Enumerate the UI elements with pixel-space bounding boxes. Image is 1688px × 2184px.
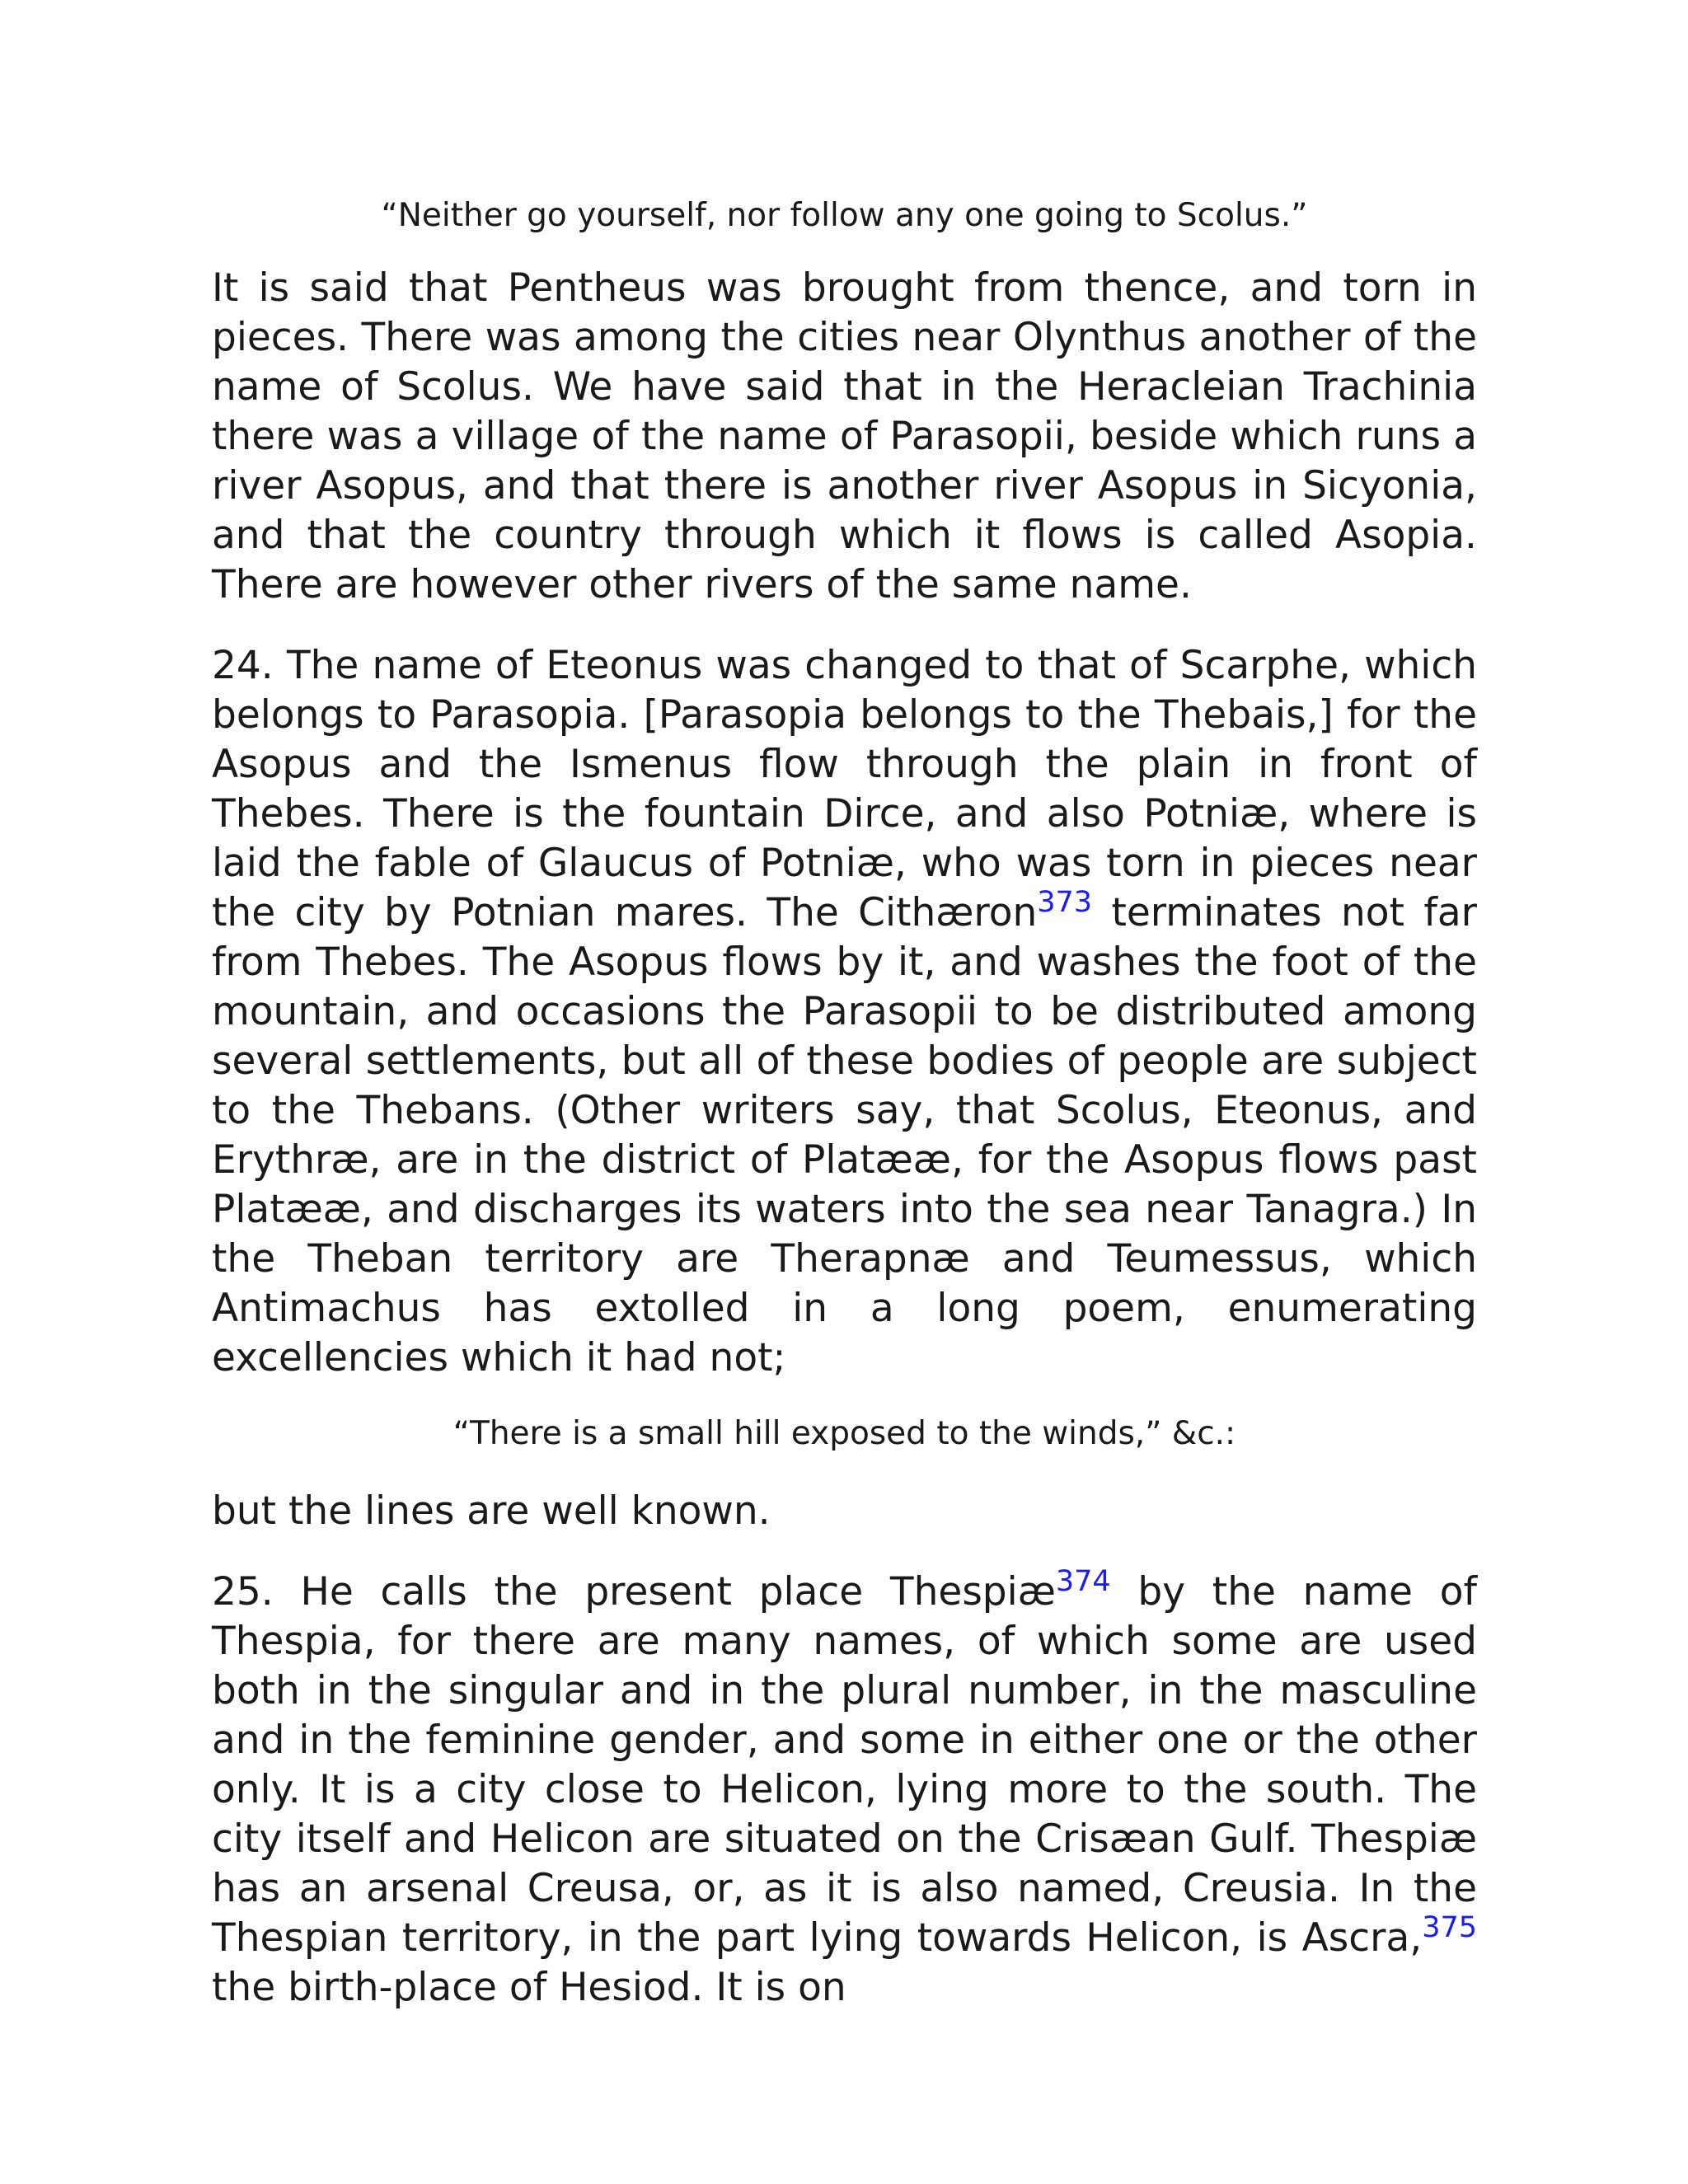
paragraph-text: the birth-place of Hesiod. It is on [212,1965,846,2010]
verse-quote: “There is a small hill exposed to the winds,” &c.: [452,1415,1236,1452]
paragraph-section-25 [212,1565,1477,2013]
document-page [212,196,1477,2013]
paragraph-text: 24. The name of Eteonus was changed to that of Scarphe, which belongs to Parasopia. [Parasopia belongs to the Thebais,] for the Asopus and the Ismenus flow through the plain in front of Thebes. There is the fountain Dirce, and also Potniæ, where is laid the fable of Glaucus of Potniæ, who was torn in pieces near the city by Potnian mares. The Cithæron [212,643,1477,935]
paragraph-section-24 [212,641,1477,1383]
paragraph [212,1487,1477,1536]
paragraph-text: by the name of Thespia, for there are many names, of which some are used both in the singular and in the plural number, in the masculine and in the feminine gender, and some in either one or the other only. It is a city close to Helicon, lying more to the south. The city itself and Helicon are situated on the Crisæan Gulf. Thespiæ has an arsenal Creusa, or, as it is also named, Creusia. In the Thespian territory, in the part lying towards Helicon, is Ascra, [212,1569,1477,1961]
paragraph-text: 25. He calls the present place Thespiæ [212,1569,1056,1615]
footnote-link-375[interactable]: 375 [1422,1911,1477,1944]
paragraph-text: terminates not far from Thebes. The Asopus flows by it, and washes the foot of the mountain, and occasions the Parasopii to be distributed among several settlements, but all of these bodies of people are subject to the Thebans. (Other writers say, that Scolus, Eteonus, and Erythræ, are in the district of Platææ, for the Asopus flows past Platææ, and discharges its waters into the sea near Tanagra.) In the Theban territory are Therapnæ and Teumessus, which Antimachus has extolled in a long poem, enumerating excellencies which it had not; [212,890,1477,1380]
paragraph-text: It is said that Pentheus was brought from thence, and torn in pieces. There was among the cities near Olynthus another of the name of Scolus. We have said that in the Heracleian Trachinia there was a village of the name of Parasopii, beside which runs a river Asopus, and that there is another river Asopus in Sicyonia, and that the country through which it flows is called Asopia. There are however other rivers of the same name. [212,265,1477,607]
footnote-link-374[interactable]: 374 [1055,1565,1111,1598]
footnote-link-373[interactable]: 373 [1037,886,1093,919]
verse-quote: “Neither go yourself, nor follow any one going to Scolus.” [381,197,1308,234]
paragraph-text: but the lines are well known. [212,1488,771,1534]
paragraph [212,264,1477,610]
